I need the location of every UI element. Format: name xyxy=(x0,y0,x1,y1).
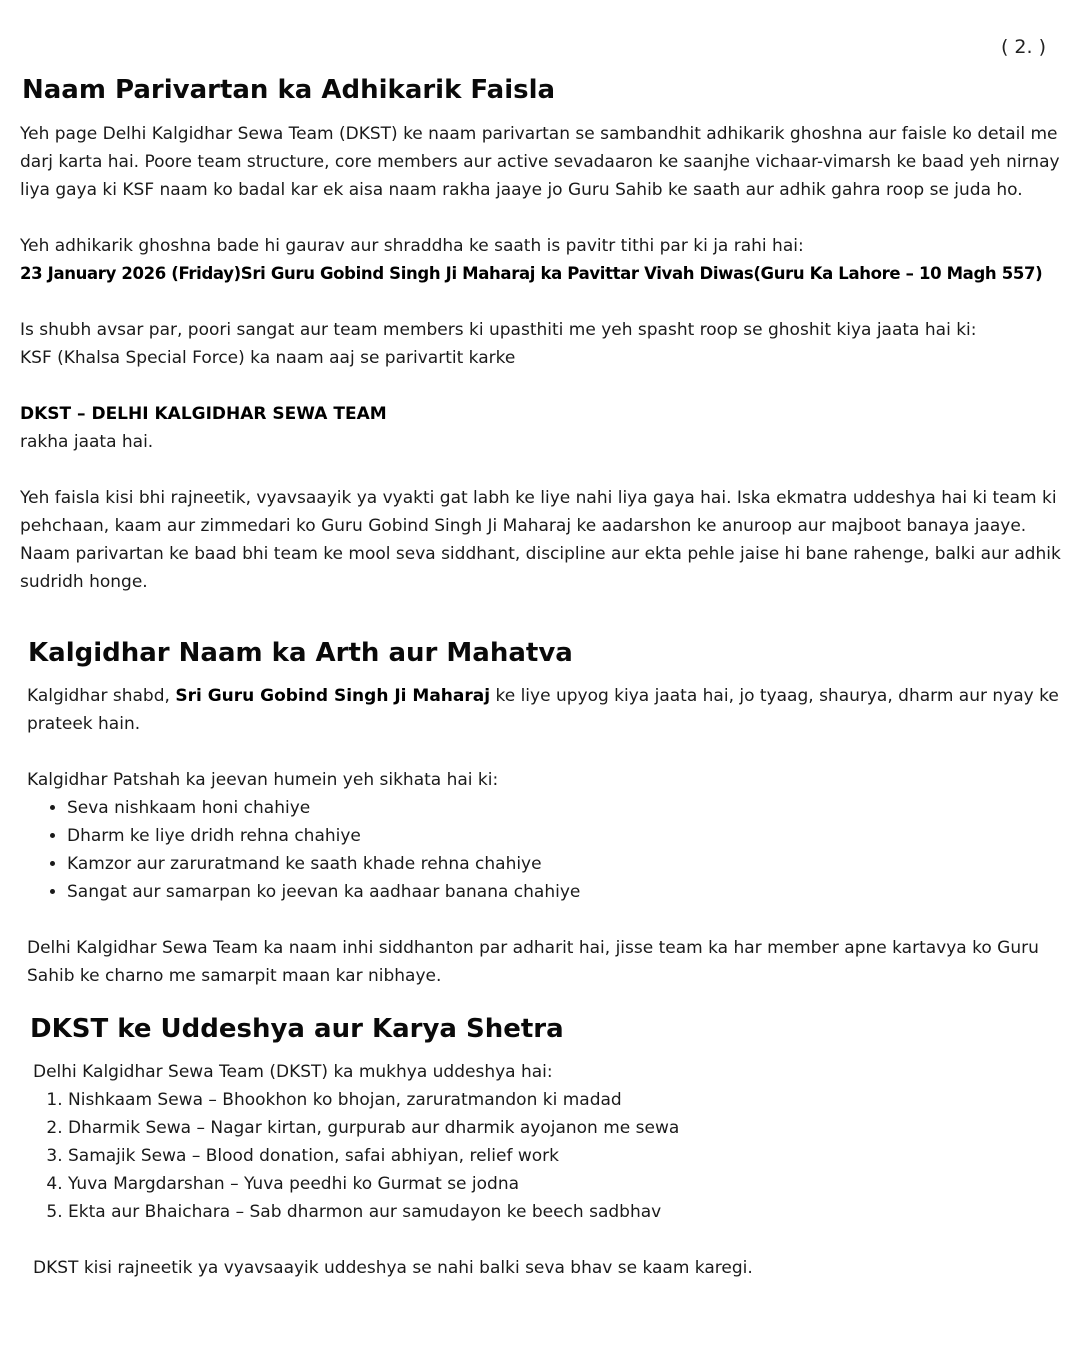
list-item: 2. Dharmik Sewa – Nagar kirtan, gurpurab aur dharmik ayojanon me sewa xyxy=(68,1114,1070,1142)
new-team-name: DKST – DELHI KALGIDHAR SEWA TEAM xyxy=(20,404,387,424)
paragraph: Delhi Kalgidhar Sewa Team ka naam inhi siddhanton par adharit hai, jisse team ka har member apne kartavya ko Guru Sahib ke charno me samarpit maan kar nibhaye. xyxy=(27,938,1039,986)
closing-statement: DKST kisi rajneetik ya vyavsaayik uddeshya se nahi balki seva bhav se kaam karegi. xyxy=(33,1258,753,1278)
date-line: 23 January 2026 (Friday)Sri Guru Gobind Singh Ji Maharaj ka Pavittar Vivah Diwas(Guru Ka Lahore – 10 Magh 557) xyxy=(20,264,1043,283)
guru-name: Sri Guru Gobind Singh Ji Maharaj xyxy=(175,686,491,706)
objectives-list xyxy=(33,1086,1070,1226)
paragraph xyxy=(27,682,1070,738)
list-item: 3. Samajik Sewa – Blood donation, safai abhiyan, relief work xyxy=(68,1142,1070,1170)
section1-body xyxy=(20,120,1070,596)
paragraph: Yeh faisla kisi bhi rajneetik, vyavsaayik ya vyakti gat labh ke liye nahi liya gaya hai. Iska ekmatra uddeshya hai ki team ki pehchaan, kaam aur zimmedari ko Guru Gobind Singh Ji Maharaj ke aadarshon ke anuroop aur majboot banaya jaaye. Naam parivartan ke baad bhi team ke mool seva siddhant, discipline aur ekta pehle jaise hi bane rahenge, balki aur adhik sudridh honge. xyxy=(20,488,1061,592)
paragraph: KSF (Khalsa Special Force) ka naam aaj se parivartit karke xyxy=(20,348,516,368)
list-item: 4. Yuva Margdarshan – Yuva peedhi ko Gurmat se jodna xyxy=(68,1170,1070,1198)
paragraph: Yeh page Delhi Kalgidhar Sewa Team (DKST) ke naam parivartan se sambandhit adhikarik ghoshna aur faisle ko detail me darj karta hai. Poore team structure, core members aur active sevadaaron ke saanjhe vichaar-vimarsh ke baad yeh nirnay liya gaya ki KSF naam ko badal kar ek aisa naam rakha jaaye jo Guru Sahib ke saath aur adhik gahra roop se juda ho. xyxy=(20,124,1060,200)
list-item: • Kamzor aur zaruratmand ke saath khade rehna chahiye xyxy=(67,850,1070,878)
text-run: ke liye upyog kiya jaata hai, jo tyaag, shaurya, dharm aur nyay ke prateek hain. xyxy=(27,686,1059,734)
section-heading-naam-parivartan: Naam Parivartan ka Adhikarik Faisla xyxy=(22,75,556,105)
list-item: • Dharm ke liye dridh rehna chahiye xyxy=(67,822,1070,850)
paragraph: Is shubh avsar par, poori sangat aur team members ki upasthiti me yeh spasht roop se ghoshit kiya jaata hai ki: xyxy=(20,320,977,340)
list-item: 5. Ekta aur Bhaichara – Sab dharmon aur samudayon ke beech sadbhav xyxy=(68,1198,1070,1226)
list-item: • Sangat aur samarpan ko jeevan ka aadhaar banana chahiye xyxy=(67,878,1070,906)
paragraph: rakha jaata hai. xyxy=(20,432,154,452)
list-intro: Delhi Kalgidhar Sewa Team (DKST) ka mukhya uddeshya hai: xyxy=(33,1062,553,1082)
list-item: 1. Nishkaam Sewa – Bhookhon ko bhojan, zaruratmandon ki madad xyxy=(68,1086,1070,1114)
list-intro: Kalgidhar Patshah ka jeevan humein yeh sikhata hai ki: xyxy=(27,770,499,790)
list-item: • Seva nishkaam honi chahiye xyxy=(67,794,1070,822)
section-heading-kalgidhar-naam: Kalgidhar Naam ka Arth aur Mahatva xyxy=(28,638,573,668)
teachings-list xyxy=(27,794,1070,906)
text-run: Kalgidhar shabd, xyxy=(27,686,176,706)
section3-body xyxy=(33,1058,1070,1282)
section2-body xyxy=(27,682,1070,990)
page-number: ( 2. ) xyxy=(1000,36,1046,58)
section-heading-dkst-uddeshya: DKST ke Uddeshya aur Karya Shetra xyxy=(30,1014,564,1044)
paragraph: Yeh adhikarik ghoshna bade hi gaurav aur shraddha ke saath is pavitr tithi par ki ja rahi hai: xyxy=(20,236,804,256)
